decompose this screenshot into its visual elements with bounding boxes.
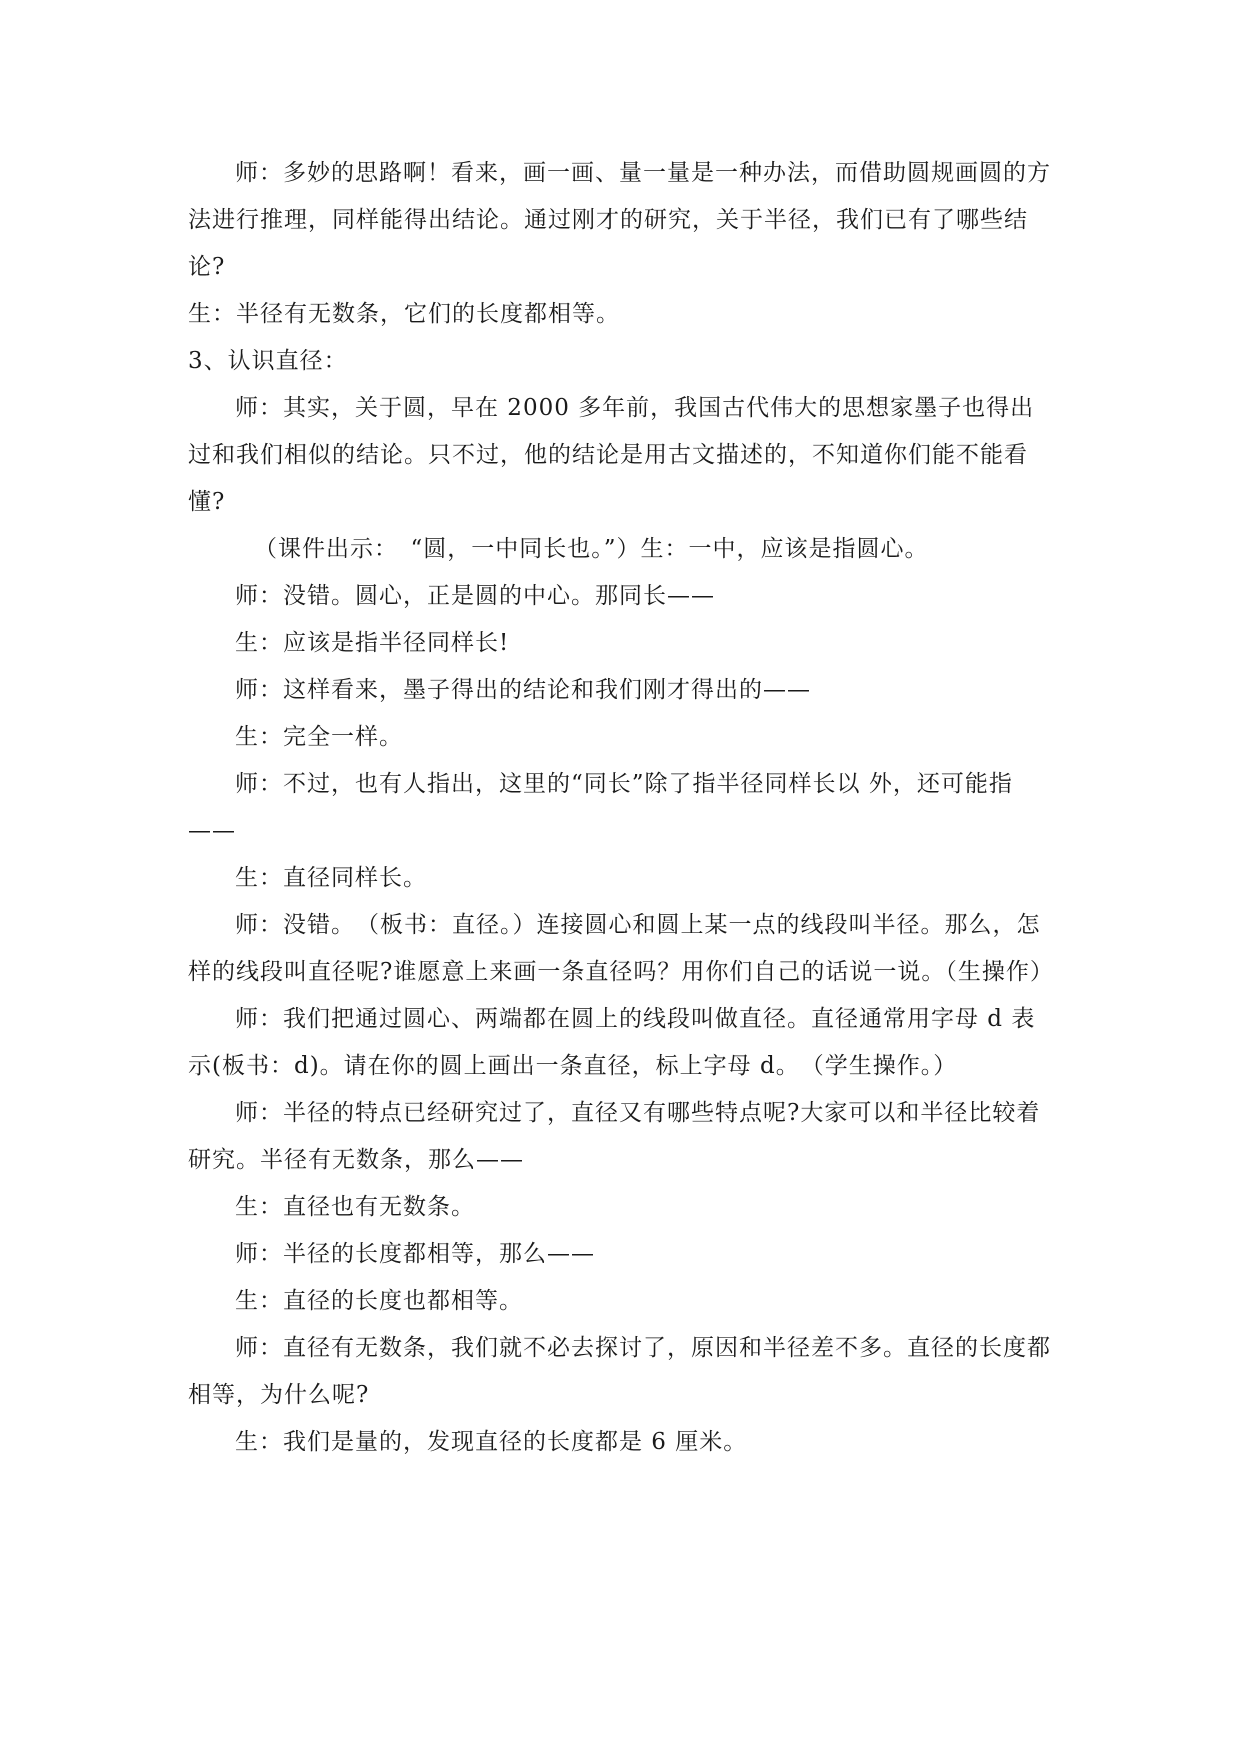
paragraph-teacher-compare: 师：这样看来，墨子得出的结论和我们刚才得出的——: [235, 677, 811, 703]
paragraph-teacher-why: 师：直径有无数条，我们就不必去探讨了，原因和半径差不多。直径的长度都相等，为什么呢?: [188, 1335, 1051, 1408]
paragraph-student-same-radius: 生：应该是指半径同样长!: [235, 630, 510, 656]
paragraph-teacher-tongchang: 师：不过，也有人指出，这里的“同长”除了指半径同样长以 外，还可能指——: [188, 771, 1013, 844]
paragraph-student-infinite: 生：直径也有无数条。: [235, 1194, 475, 1220]
paragraph-courseware-quote: （课件出示： “圆，一中同长也。”）生：一中，应该是指圆心。: [254, 536, 929, 562]
paragraph-teacher-blackboard: 师：没错。 （板书：直径。）连接圆心和圆上某一点的线段叫半径。那么，怎样的线段叫直径呢?谁愿意上来画一条直径吗？用你们自己的话说一说。（生操作）: [188, 912, 1054, 985]
paragraph-teacher-center: 师：没错。圆心，正是圆的中心。那同长——: [235, 583, 715, 609]
paragraph-student-diameter-same: 生：直径同样长。: [235, 865, 427, 891]
paragraph-teacher-equal-length: 师：半径的长度都相等，那么——: [235, 1241, 595, 1267]
paragraph-student-measured: 生：我们是量的，发现直径的长度都是 6 厘米。: [235, 1429, 748, 1455]
paragraph-student-equal-length: 生：直径的长度也都相等。: [235, 1288, 523, 1314]
paragraph-teacher-reasoning: 师：多妙的思路啊！看来，画一画、量一量是一种办法，而借助圆规画圆的方法进行推理，同样能得出结论。通过刚才的研究，关于半径，我们已有了哪些结论?: [188, 160, 1051, 280]
paragraph-student-radius-conclusion: 生：半径有无数条，它们的长度都相等。: [188, 301, 620, 327]
paragraph-teacher-features: 师：半径的特点已经研究过了，直径又有哪些特点呢?大家可以和半径比较着研究。半径有无数条，那么——: [188, 1100, 1041, 1173]
document-page: [188, 150, 1056, 1466]
section-heading-diameter: 3、认识直径：: [188, 348, 348, 374]
paragraph-student-same: 生：完全一样。: [235, 724, 403, 750]
paragraph-teacher-mozi: 师：其实，关于圆，早在 2000 多年前，我国古代伟大的思想家墨子也得出过和我们相似的结论。只不过，他的结论是用古文描述的，不知道你们能不能看懂?: [188, 395, 1035, 515]
paragraph-teacher-definition: 师：我们把通过圆心、两端都在圆上的线段叫做直径。直径通常用字母 d 表示(板书：d)。请在你的圆上画出一条直径，标上字母 d。 （学生操作。）: [188, 1006, 1036, 1079]
